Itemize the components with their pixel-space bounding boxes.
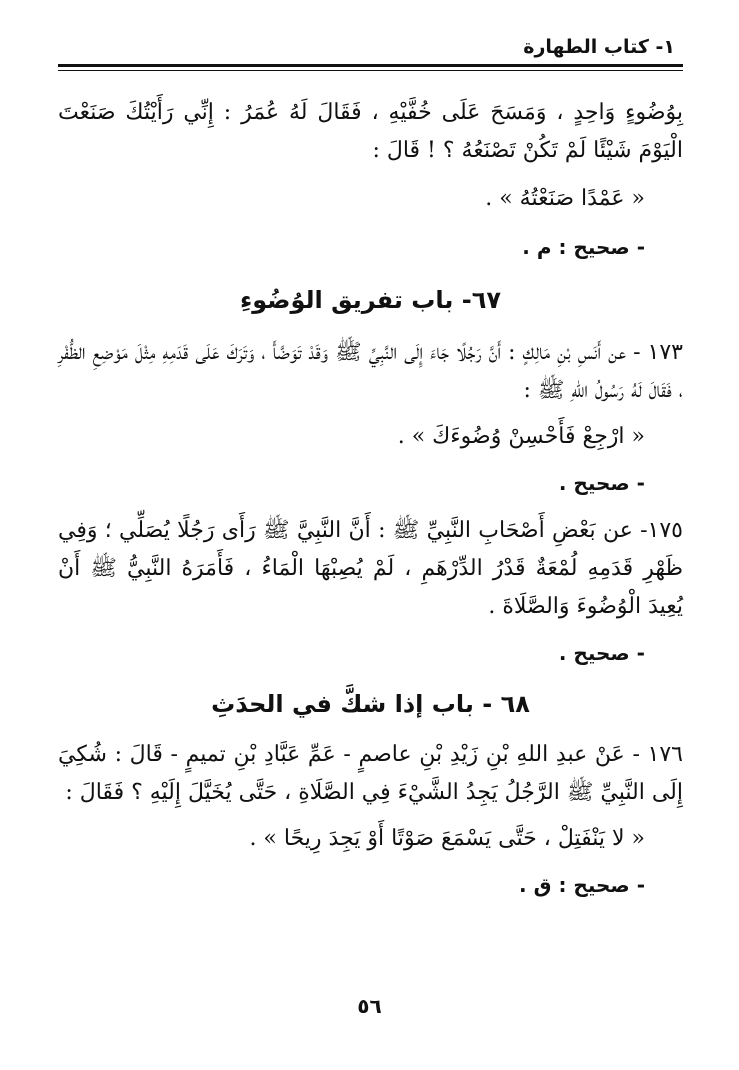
continued-grade: - صحيح : م . xyxy=(522,235,645,259)
page-body xyxy=(58,94,683,904)
chapter-heading-67: ٦٧- باب تفريق الوُضُوءِ xyxy=(239,286,502,314)
continued-quote: « عَمْدًا صَنَعْتُهُ » . xyxy=(485,186,645,211)
page-number: ٥٦ xyxy=(357,994,382,1018)
hadith-176-quote: « لا يَنْفَتِلْ ، حَتَّى يَسْمَعَ صَوْتًا أَوْ يَجِدَ رِيحًا » . xyxy=(249,826,645,851)
chapter-heading-68: ٦٨ - باب إذا شكَّ في الحدَثِ xyxy=(211,690,530,718)
header-rule-thick xyxy=(58,64,683,67)
hadith-176-grade: - صحيح : ق . xyxy=(519,873,645,897)
hadith-175-text: ١٧٥- عن بَعْضِ أَصْحَابِ النَّبِيِّ ﷺ : أَنَّ النَّبِيَّ ﷺ رَأَى رَجُلًا يُصَلِّي ؛ وَفِي ظَهْرِ قَدَمِهِ لُمْعَةٌ قَدْرُ الدِّرْهَمِ ، لَمْ يُصِبْهَا الْمَاءُ ، فَأَمَرَهُ النَّبِيُّ ﷺ أَنْ يُعِيدَ الْوُضُوءَ وَالصَّلَاةَ . xyxy=(58,518,683,619)
hadith-173-text: ١٧٣ - عن أَنَسِ بْنِ مَالِكٍ : أَنَّ رَجُلًا جَاءَ إِلَى النَّبِيِّ ﷺ وَقَدْ تَوَضَّأَ ، وَتَرَكَ عَلَى قَدَمِهِ مِثْلَ مَوْضِعِ الظُّفْرِ ، فَقَالَ لَهُ رَسُولُ اللهِ ﷺ : xyxy=(58,340,683,403)
hadith-173-quote: « ارْجِعْ فَأَحْسِنْ وُضُوءَكَ » . xyxy=(397,424,645,449)
hadith-176-text: ١٧٦ - عَنْ عبدِ اللهِ بْنِ زَيْدِ بْنِ عاصمٍ - عَمِّ عَبَّادِ بْنِ تميمٍ - قَالَ : شُكِيَ إِلَى النَّبِيِّ ﷺ الرَّجُلُ يَجِدُ الشَّيْءَ فِي الصَّلَاةِ ، حَتَّى يُخَيَّلَ إِلَيْهِ ؟ فَقَالَ : xyxy=(58,742,683,805)
hadith-173-grade: - صحيح . xyxy=(558,471,645,495)
header-rule-thin xyxy=(58,70,683,71)
hadith-175-grade: - صحيح . xyxy=(558,641,645,665)
continued-paragraph: بِوُضُوءٍ وَاحِدٍ ، وَمَسَحَ عَلَى خُفَّيْهِ ، فَقَالَ لَهُ عُمَرُ : إِنِّي رَأَيْتُكَ صَنَعْتَ الْيَوْمَ شَيْئًا لَمْ تَكُنْ تَصْنَعُهُ ؟ ! قَالَ : xyxy=(58,100,683,163)
running-title: ١- كتاب الطهارة xyxy=(523,36,675,58)
